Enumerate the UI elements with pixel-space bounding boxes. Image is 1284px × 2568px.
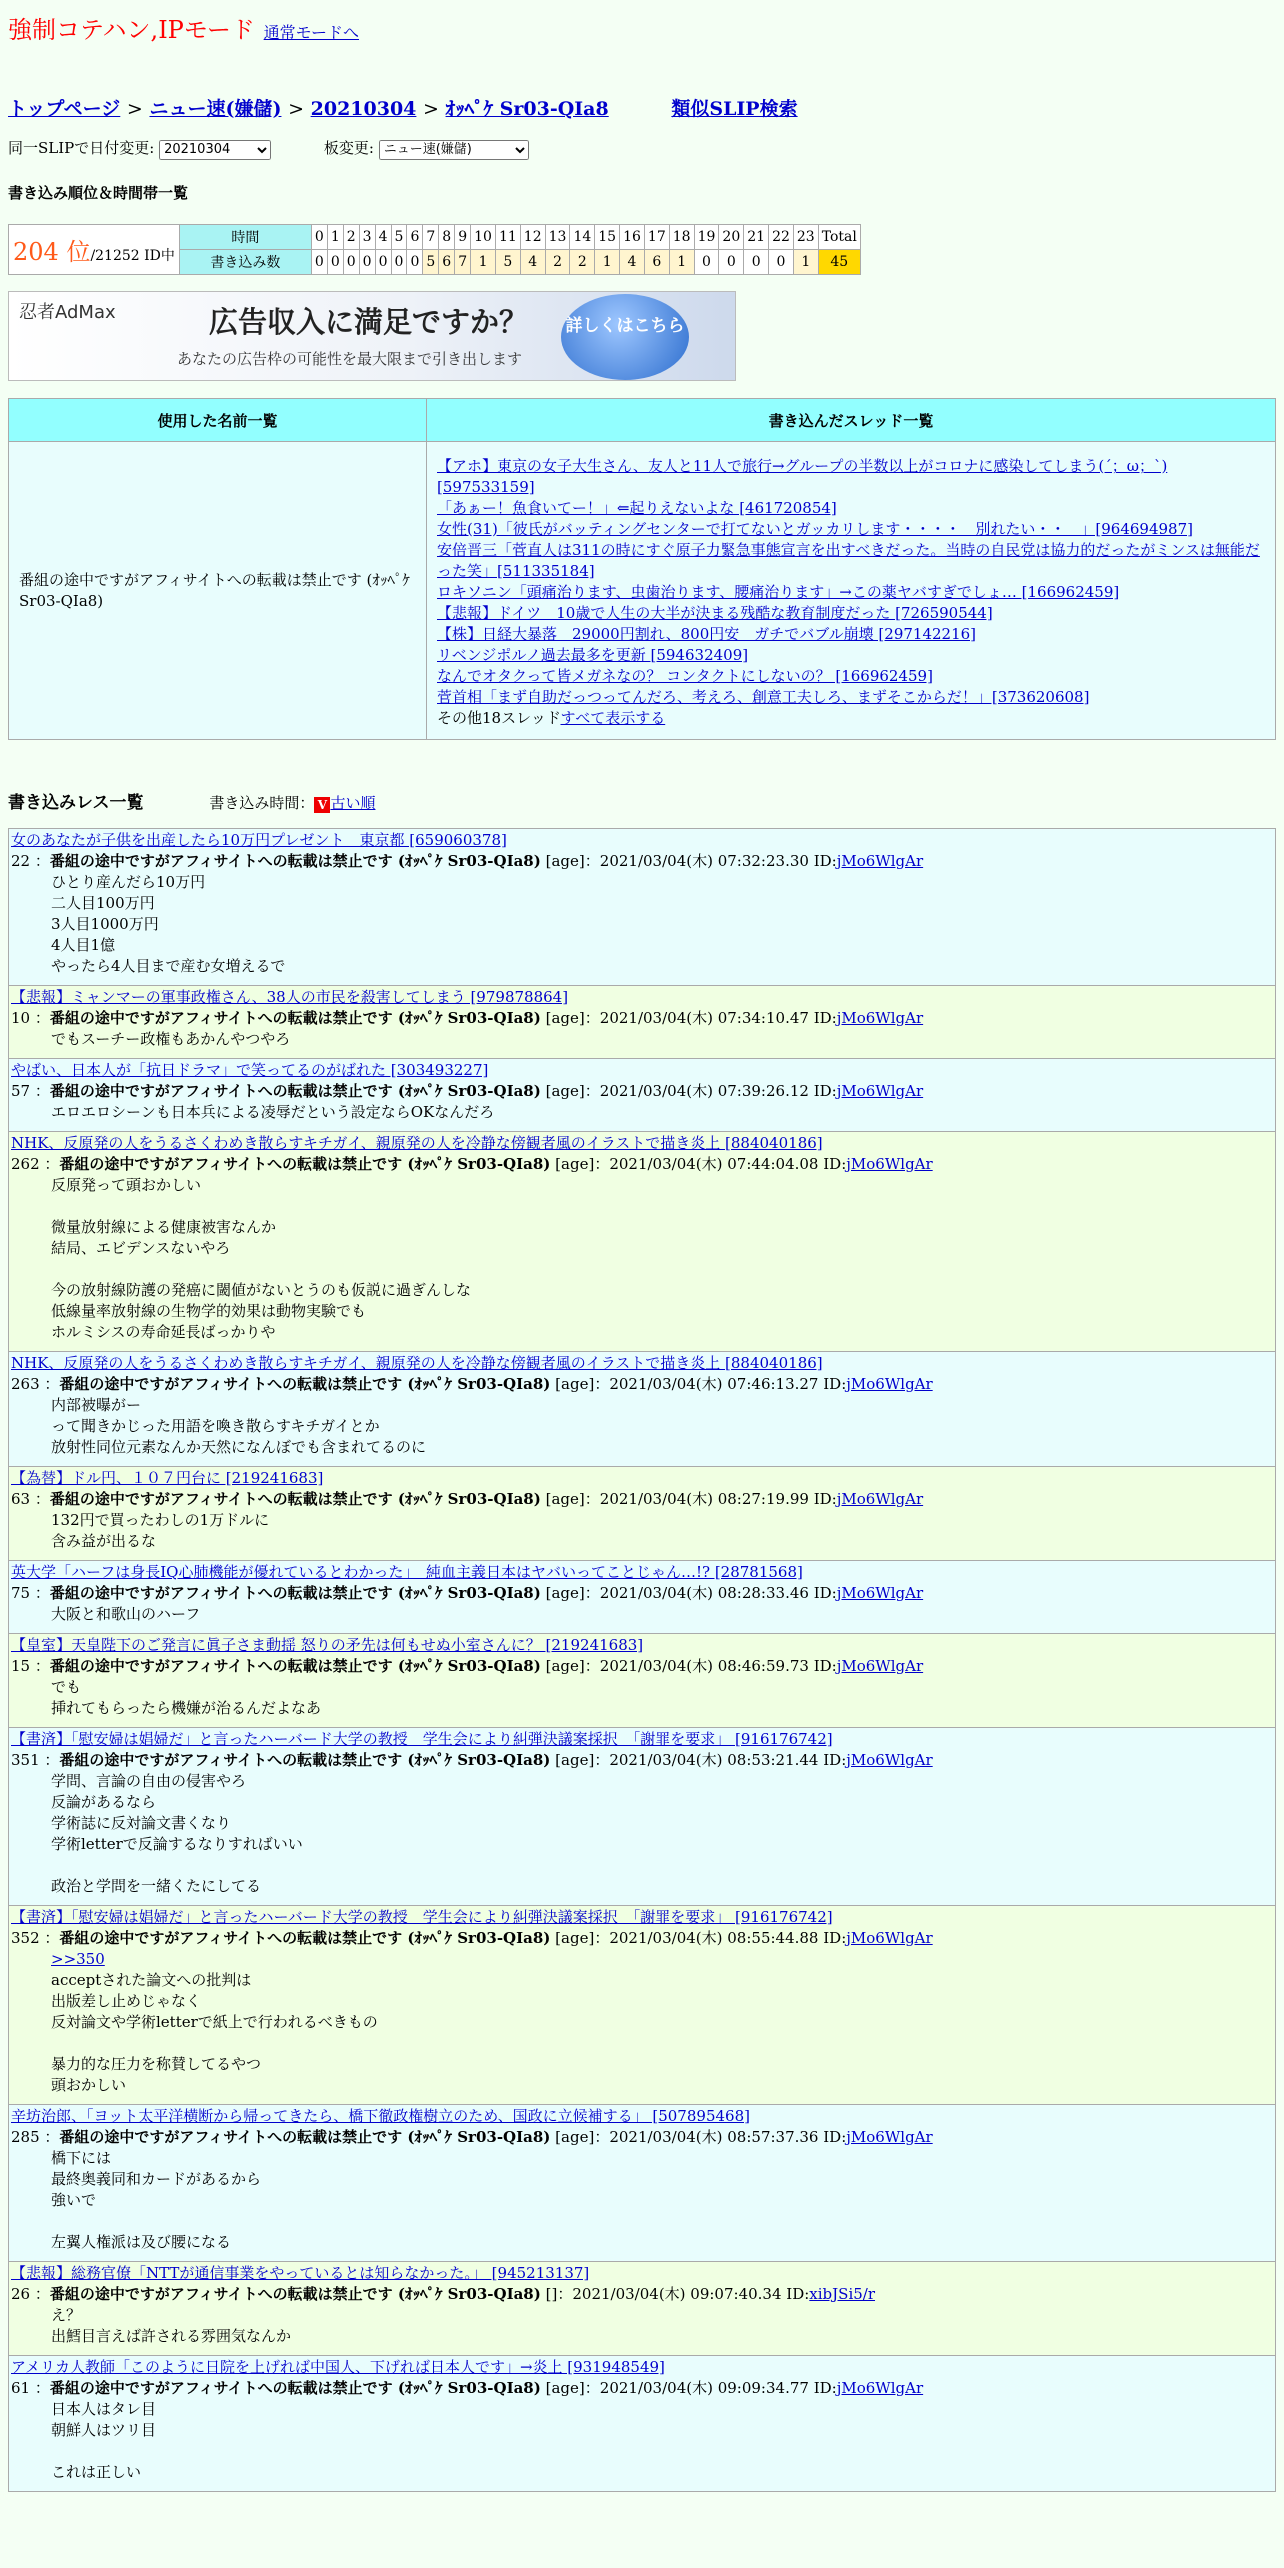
post-date: 2021/03/04(木) 08:57:37.36 (609, 2128, 819, 2146)
post-mail: [age] (545, 2379, 585, 2397)
post-mail: [age] (555, 2128, 595, 2146)
hour-cell: 10 (471, 225, 496, 250)
hour-count-cell: 0 (343, 250, 359, 275)
thread-link[interactable]: リベンジポルノ過去最多を更新 [594632409] (437, 646, 749, 664)
post-meta: 352 ：番組の途中ですがアフィサイトへの転載は禁止です (ｵｯﾍﾟｹ Sr03-QIa8) [age]：2021/03/04(木) 08:55:44.88 ID:jMo6WlgAr (11, 1929, 933, 1947)
post-thread (11, 1729, 1273, 1750)
names-column-header: 使用した名前一覧 (9, 399, 427, 442)
post-date: 2021/03/04(木) 09:09:34.77 (599, 2379, 809, 2397)
post-author: 番組の途中ですがアフィサイトへの転載は禁止です (ｵｯﾍﾟｹ Sr03-QIa8) (59, 1751, 551, 1769)
post-number: 26 (11, 2285, 31, 2303)
ad-subline: あなたの広告枠の可能性を最大限まで引き出します (177, 350, 523, 368)
sort-arrow-icon: V (314, 797, 330, 813)
total-count-cell: 45 (818, 250, 860, 275)
post-author: 番組の途中ですがアフィサイトへの転載は禁止です (ｵｯﾍﾟｹ Sr03-QIa8) (49, 1657, 541, 1675)
post-thread (11, 1133, 1273, 1154)
hour-cell: 8 (439, 225, 455, 250)
post-id-link[interactable]: jMo6WlgAr (836, 1009, 924, 1027)
thread-list-item (437, 540, 1265, 582)
post-id-link[interactable]: jMo6WlgAr (836, 852, 924, 870)
names-threads-table (8, 398, 1276, 740)
hour-cell: 19 (694, 225, 719, 250)
post-id-link[interactable]: jMo6WlgAr (836, 1082, 924, 1100)
hour-count-cell: 6 (644, 250, 669, 275)
post-author: 番組の途中ですがアフィサイトへの転載は禁止です (ｵｯﾍﾟｹ Sr03-QIa8) (59, 2128, 551, 2146)
post-thread (11, 2357, 1273, 2378)
thread-list-item (437, 603, 1265, 624)
hour-cell: 13 (545, 225, 570, 250)
thread-list-item (437, 624, 1265, 645)
thread-list-item (437, 645, 1265, 666)
post-id-link[interactable]: jMo6WlgAr (836, 1490, 924, 1508)
show-all-threads-link[interactable]: すべて表示する (560, 709, 666, 727)
post (8, 2356, 1276, 2492)
hour-count-cell: 0 (311, 250, 327, 275)
hour-count-cell: 0 (694, 250, 719, 275)
post-thread (11, 2263, 1273, 2284)
post-id-link[interactable]: jMo6WlgAr (836, 2379, 924, 2397)
post-id-link[interactable]: jMo6WlgAr (846, 2128, 933, 2146)
post-body: 日本人はタレ目 朝鮮人はツリ目 これは正しい (51, 2400, 157, 2481)
hour-count-cell: 5 (495, 250, 520, 275)
post-author: 番組の途中ですがアフィサイトへの転載は禁止です (ｵｯﾍﾟｹ Sr03-QIa8) (59, 1929, 551, 1947)
post-meta: 262 ：番組の途中ですがアフィサイトへの転載は禁止です (ｵｯﾍﾟｹ Sr03-QIa8) [age]：2021/03/04(木) 07:44:04.08 ID:jMo6WlgAr (11, 1155, 933, 1173)
sort-oldest-link[interactable]: 古い順 (330, 794, 376, 812)
hour-count-cell: 5 (423, 250, 439, 275)
post-id-link[interactable]: jMo6WlgAr (836, 1657, 924, 1675)
hour-cell: 7 (423, 225, 439, 250)
count-header: 書き込み数 (179, 250, 311, 275)
post-meta: 22 ：番組の途中ですがアフィサイトへの転載は禁止です (ｵｯﾍﾟｹ Sr03-QIa8) [age]：2021/03/04(木) 07:32:23.30 ID:jMo6WlgAr (11, 852, 924, 870)
hour-cell: 4 (375, 225, 391, 250)
post-number: 57 (11, 1082, 31, 1100)
hour-cell: 11 (495, 225, 520, 250)
post-number: 10 (11, 1009, 31, 1027)
post-body: え？ 出鱈目言えば許される雰囲気なんか (51, 2306, 292, 2345)
post-thread-link[interactable]: 女のあなたが子供を出産したら10万円プレゼント 東京都 [659060378] (11, 831, 507, 849)
post-meta: 351 ：番組の途中ですがアフィサイトへの転載は禁止です (ｵｯﾍﾟｹ Sr03-QIa8) [age]：2021/03/04(木) 08:53:21.44 ID:jMo6WlgAr (11, 1751, 933, 1769)
post-date: 2021/03/04(木) 08:55:44.88 (609, 1929, 819, 1947)
hour-cell: 1 (327, 225, 343, 250)
time-header: 時間 (179, 225, 311, 250)
thread-link[interactable]: 【悲報】ドイツ 10歳で人生の大半が決まる残酷な教育制度だった [726590544] (437, 604, 993, 622)
post-author: 番組の途中ですがアフィサイトへの転載は禁止です (ｵｯﾍﾟｹ Sr03-QIa8) (49, 2379, 541, 2397)
post-thread (11, 1635, 1273, 1656)
post (8, 1352, 1276, 1467)
post-thread-link[interactable]: 辛坊治郎、「ヨット太平洋横断から帰ってきたら、橋下徹政権樹立のため、国政に立候補する」 [507895468] (11, 2107, 750, 2125)
post-mail: [age] (545, 1009, 585, 1027)
date-change-label: 同一SLIPで日付変更: (8, 139, 155, 157)
post (8, 1728, 1276, 1906)
ad-banner[interactable] (8, 291, 736, 381)
hour-cell: 23 (793, 225, 818, 250)
post (8, 1561, 1276, 1634)
post-thread (11, 2106, 1273, 2127)
thread-link[interactable]: 安倍晋三「菅直人は311の時にすぐ原子力緊急事態宣言を出すべきだった。当時の自民党は協力的だったがミンスは無能だった笑」[511335184] (437, 541, 1260, 580)
post-date: 2021/03/04(木) 09:07:40.34 (572, 2285, 782, 2303)
hour-count-cell: 0 (744, 250, 769, 275)
post-body: 橋下には 最終奥義同和カードがあるから 強いで 左翼人権派は及び腰になる (51, 2149, 262, 2251)
hour-count-cell: 1 (793, 250, 818, 275)
post-thread (11, 1060, 1273, 1081)
post-body: エロエロシーンも日本兵による凌辱だという設定ならOKなんだろ (51, 1103, 495, 1121)
hour-cell: 12 (520, 225, 545, 250)
normal-mode-link[interactable]: 通常モードへ (263, 23, 360, 42)
ranking-section-title: 書き込み順位＆時間帯一覧 (8, 184, 189, 202)
ad-details-button[interactable] (561, 294, 689, 380)
post-thread-link[interactable]: NHK、反原発の人をうるさくわめき散らすキチガイ、親原発の人を冷静な傍観者風のイラストで描き炎上 [884040186] (11, 1354, 823, 1372)
post-mail: [age] (555, 1375, 595, 1393)
post (8, 986, 1276, 1059)
threads-column-header: 書き込んだスレッド一覧 (427, 399, 1276, 442)
post-id-link[interactable]: xibJSi5/r (809, 2285, 876, 2303)
post-number: 352 (11, 1929, 40, 1947)
thread-list-item (437, 519, 1265, 540)
hour-cell: 0 (311, 225, 327, 250)
hour-count-cell: 0 (391, 250, 407, 275)
post-number: 263 (11, 1375, 40, 1393)
post-mail: [age] (545, 852, 585, 870)
breadcrumb-top[interactable]: トップページ (8, 98, 121, 120)
post-number: 351 (11, 1751, 40, 1769)
breadcrumb-separator: > (126, 98, 143, 120)
hour-cell: 16 (620, 225, 645, 250)
post-mail: [age] (555, 1751, 595, 1769)
breadcrumb-date[interactable]: 20210304 (310, 98, 417, 120)
post-body: 反原発って頭おかしい 微量放射線による健康被害なんか 結局、エビデンスないやろ 今の放射線防護の発癌に閾値がないとうのも仮説に過ぎんしな 低線量率放射線の生物学的効果は動物実験でも ホルミシスの寿命延長ばっかりや (51, 1176, 472, 1341)
posts-list (8, 828, 1276, 2492)
post-author: 番組の途中ですがアフィサイトへの転載は禁止です (ｵｯﾍﾟｹ Sr03-QIa8) (49, 1082, 541, 1100)
post-meta: 61 ：番組の途中ですがアフィサイトへの転載は禁止です (ｵｯﾍﾟｹ Sr03-QIa8) [age]：2021/03/04(木) 09:09:34.77 ID:jMo6WlgAr (11, 2379, 924, 2397)
more-threads-text: その他18スレッド (437, 709, 561, 727)
post-date: 2021/03/04(木) 07:46:13.27 (609, 1375, 819, 1393)
hour-cell: 5 (391, 225, 407, 250)
post-meta: 75 ：番組の途中ですがアフィサイトへの転載は禁止です (ｵｯﾍﾟｹ Sr03-QIa8) [age]：2021/03/04(木) 08:28:33.46 ID:jMo6WlgAr (11, 1584, 924, 1602)
post-mail: [age] (545, 1082, 585, 1100)
rank-cell (9, 225, 180, 275)
post-body: 学問、言論の自由の侵害やろ 反論があるなら 学術誌に反対論文書くなり 学術letterで反論するなりすればいい 政治と学問を一緒くたにしてる (51, 1772, 303, 1895)
post-author: 番組の途中ですがアフィサイトへの転載は禁止です (ｵｯﾍﾟｹ Sr03-QIa8) (59, 1155, 551, 1173)
post-author: 番組の途中ですがアフィサイトへの転載は禁止です (ｵｯﾍﾟｹ Sr03-QIa8) (49, 2285, 541, 2303)
post-author: 番組の途中ですがアフィサイトへの転載は禁止です (ｵｯﾍﾟｹ Sr03-QIa8) (49, 852, 541, 870)
post-mail: [age] (555, 1929, 595, 1947)
breadcrumb-slip[interactable]: ｵｯﾍﾟｹ Sr03-QIa8 (445, 98, 609, 120)
thread-link[interactable]: なんでオタクって皆メガネなの？ コンタクトにしないの？ [166962459] (437, 667, 933, 685)
post-mail: [age] (545, 1490, 585, 1508)
post-id-link[interactable]: jMo6WlgAr (846, 1751, 933, 1769)
post-thread (11, 1907, 1273, 1928)
post-thread (11, 1353, 1273, 1374)
post-thread (11, 1562, 1273, 1583)
post-author: 番組の途中ですがアフィサイトへの転載は禁止です (ｵｯﾍﾟｹ Sr03-QIa8) (49, 1584, 541, 1602)
hour-cell: 18 (669, 225, 694, 250)
post-meta: 285 ：番組の途中ですがアフィサイトへの転載は禁止です (ｵｯﾍﾟｹ Sr03-QIa8) [age]：2021/03/04(木) 08:57:37.36 ID:jMo6WlgAr (11, 2128, 933, 2146)
post-number: 61 (11, 2379, 31, 2397)
hour-cell: 9 (455, 225, 471, 250)
hour-cell: 2 (343, 225, 359, 250)
post-thread-link[interactable]: 英大学「ハーフは身長IQ心肺機能が優れているとわかった」 純血主義日本はヤバいってことじゃん…!? [28781568] (11, 1563, 803, 1581)
post-body: acceptされた論文への批判は 出版差し止めじゃなく 反対論文や学術letterで紙上で行われるべきもの 暴力的な圧力を称賛してるやつ 頭おかしい (51, 1971, 378, 2094)
thread-list-cell (427, 442, 1276, 740)
post (8, 1634, 1276, 1728)
post-mail: [age] (545, 1584, 585, 1602)
thread-link[interactable]: 【アホ】東京の女子大生さん、友人と11人で旅行→グループの半数以上がコロナに感染してしまう(´；ω；`) [597533159] (437, 457, 1168, 496)
post-date: 2021/03/04(木) 07:32:23.30 (599, 852, 809, 870)
post-id-link[interactable]: jMo6WlgAr (846, 1155, 933, 1173)
post-number: 63 (11, 1490, 31, 1508)
hour-cell: 6 (407, 225, 423, 250)
post-time-label: 書き込み時間： (209, 794, 315, 812)
post-date: 2021/03/04(木) 08:27:19.99 (599, 1490, 809, 1508)
post-meta: 15 ：番組の途中ですがアフィサイトへの転載は禁止です (ｵｯﾍﾟｹ Sr03-QIa8) [age]：2021/03/04(木) 08:46:59.73 ID:jMo6WlgAr (11, 1657, 924, 1675)
thread-list (437, 456, 1265, 708)
post-number: 15 (11, 1657, 31, 1675)
board-select[interactable] (379, 140, 529, 160)
post-body: ひとり産んだら10万円 二人目100万円 3人目1000万円 4人目1億 やったら4人目まで産む女増えるで (51, 873, 286, 975)
hour-count-cell: 2 (545, 250, 570, 275)
post-id-link[interactable]: jMo6WlgAr (846, 1375, 933, 1393)
post-body: 大阪と和歌山のハーフ (51, 1605, 201, 1623)
post-body: でも 挿れてもらったら機嫌が治るんだよなあ (51, 1678, 322, 1717)
post-thread-link[interactable]: アメリカ人教師「このように日院を上げれば中国人、下げれば日本人です」→炎上 [931948549] (11, 2358, 665, 2376)
thread-link[interactable]: 菅首相「まず自助だっつってんだろ、考えろ、創意工夫しろ、まずそこからだ！」[373620608] (437, 688, 1090, 706)
hour-row (9, 225, 861, 250)
breadcrumb-separator: > (423, 98, 439, 120)
post-thread-link[interactable]: NHK、反原発の人をうるさくわめき散らすキチガイ、親原発の人を冷静な傍観者風のイラストで描き炎上 [884040186] (11, 1134, 823, 1152)
post-mail: [age] (545, 1657, 585, 1675)
post (8, 1132, 1276, 1352)
post (8, 2262, 1276, 2356)
hour-cell: 17 (644, 225, 669, 250)
post-meta: 263 ：番組の途中ですがアフィサイトへの転載は禁止です (ｵｯﾍﾟｹ Sr03-QIa8) [age]：2021/03/04(木) 07:46:13.27 ID:jMo6WlgAr (11, 1375, 933, 1393)
rank-position: 204 位 (13, 238, 91, 266)
hour-count-cell: 4 (620, 250, 645, 275)
hour-count-cell: 1 (595, 250, 620, 275)
selector-bar (8, 137, 529, 160)
hour-cell: 15 (595, 225, 620, 250)
thread-link[interactable]: 「あぁー！魚食いてー！」⇐起りえないよな [461720854] (437, 499, 837, 517)
hour-count-cell: 7 (455, 250, 471, 275)
post (8, 1059, 1276, 1132)
thread-list-item (437, 456, 1265, 498)
ad-logo: 忍者AdMax (19, 302, 116, 323)
post-thread-link[interactable]: 【書済】「慰安婦は娼婦だ」と言ったハーバード大学の教授 学生会により糾弾決議案採択 「謝罪を要求」 [916176742] (11, 1730, 833, 1748)
similar-slip-search-link[interactable]: 類似SLIP検索 (671, 98, 798, 120)
post-thread-link[interactable]: 【悲報】ミャンマーの軍事政権さん、38人の市民を殺害してしまう [979878864] (11, 988, 569, 1006)
board-change-label: 板変更: (323, 139, 374, 157)
post-author: 番組の途中ですがアフィサイトへの転載は禁止です (ｵｯﾍﾟｹ Sr03-QIa8) (59, 1375, 551, 1393)
post (8, 2105, 1276, 2262)
thread-list-item (437, 687, 1265, 708)
total-header: Total (818, 225, 860, 250)
date-select[interactable] (159, 140, 271, 160)
breadcrumb-separator: > (288, 98, 304, 120)
post-reply (11, 1949, 1273, 1970)
posts-section-title: 書き込みレス一覧 (8, 793, 144, 813)
hour-count-cell: 6 (439, 250, 455, 275)
hour-count-cell: 0 (407, 250, 423, 275)
post-date: 2021/03/04(木) 07:34:10.47 (599, 1009, 809, 1027)
thread-list-item (437, 498, 1265, 519)
hour-count-cell: 0 (327, 250, 343, 275)
post-number: 75 (11, 1584, 31, 1602)
posts-header (8, 788, 375, 813)
post-number: 285 (11, 2128, 40, 2146)
hour-cell: 20 (719, 225, 744, 250)
post (8, 1467, 1276, 1561)
thread-link[interactable]: 【株】日経大暴落 29000円割れ、800円安 ガチでバブル崩壊 [297142216] (437, 625, 977, 643)
thread-list-item (437, 666, 1265, 687)
hour-cell: 3 (359, 225, 375, 250)
more-threads (437, 708, 1265, 729)
post (8, 1906, 1276, 2105)
post-thread (11, 830, 1273, 851)
post-id-link[interactable]: jMo6WlgAr (846, 1929, 933, 1947)
post-body: でもスーチー政権もあかんやつやろ (51, 1030, 291, 1048)
ad-headline: 広告収入に満足ですか？ (209, 305, 529, 339)
breadcrumb-board[interactable]: ニュー速(嫌儲) (149, 98, 282, 120)
hour-count-cell: 1 (669, 250, 694, 275)
post-date: 2021/03/04(木) 07:39:26.12 (599, 1082, 809, 1100)
hour-count-cell: 2 (570, 250, 595, 275)
post-date: 2021/03/04(木) 08:28:33.46 (599, 1584, 809, 1602)
post-author: 番組の途中ですがアフィサイトへの転載は禁止です (ｵｯﾍﾟｹ Sr03-QIa8) (49, 1009, 541, 1027)
mode-title: 強制コテハン,IPモード (8, 16, 255, 44)
post-date: 2021/03/04(木) 08:46:59.73 (599, 1657, 809, 1675)
post-mail: [age] (555, 1155, 595, 1173)
thread-link[interactable]: 女性(31)「彼氏がバッティングセンターで打てないとガッカリします・・・・ 別れたい・・ 」[964694987] (437, 520, 1193, 538)
used-name: 番組の途中ですがアフィサイトへの転載は禁止です (ｵｯﾍﾟｹ Sr03-QIa8) (9, 442, 427, 740)
post-thread-link[interactable]: 【書済】「慰安婦は娼婦だ」と言ったハーバード大学の教授 学生会により糾弾決議案採択 「謝罪を要求」 [916176742] (11, 1908, 833, 1926)
post-body: 132円で買ったわしの1万ドルに 含み益が出るな (51, 1511, 270, 1550)
hour-cell: 21 (744, 225, 769, 250)
ranking-panel (8, 224, 861, 275)
post-meta: 26 ：番組の途中ですがアフィサイトへの転載は禁止です (ｵｯﾍﾟｹ Sr03-QIa8) []：2021/03/04(木) 09:07:40.34 ID:xibJSi5/r (11, 2285, 876, 2303)
thread-list-item (437, 582, 1265, 603)
post-meta: 57 ：番組の途中ですがアフィサイトへの転載は禁止です (ｵｯﾍﾟｹ Sr03-QIa8) [age]：2021/03/04(木) 07:39:26.12 ID:jMo6WlgAr (11, 1082, 924, 1100)
post-meta: 63 ：番組の途中ですがアフィサイトへの転載は禁止です (ｵｯﾍﾟｹ Sr03-QIa8) [age]：2021/03/04(木) 08:27:19.99 ID:jMo6WlgAr (11, 1490, 924, 1508)
hour-count-cell: 0 (719, 250, 744, 275)
hour-cell: 14 (570, 225, 595, 250)
post (8, 828, 1276, 986)
mode-banner (8, 10, 359, 45)
post-date: 2021/03/04(木) 07:44:04.08 (609, 1155, 819, 1173)
post-thread-link[interactable]: 【悲報】総務官僚「NTTが通信事業をやっているとは知らなかった。」 [945213137] (11, 2264, 590, 2282)
post-mail: [] (545, 2285, 558, 2303)
post-meta: 10 ：番組の途中ですがアフィサイトへの転載は禁止です (ｵｯﾍﾟｹ Sr03-QIa8) [age]：2021/03/04(木) 07:34:10.47 ID:jMo6WlgAr (11, 1009, 924, 1027)
hour-count-cell: 1 (471, 250, 496, 275)
post-date: 2021/03/04(木) 08:53:21.44 (609, 1751, 819, 1769)
post-thread (11, 987, 1273, 1008)
post-thread (11, 1468, 1273, 1489)
post-id-link[interactable]: jMo6WlgAr (836, 1584, 924, 1602)
post-thread-link[interactable]: 【為替】ドル円、１０７円台に [219241683] (11, 1469, 324, 1487)
post-thread-link[interactable]: やばい、日本人が「抗日ドラマ」で笑ってるのがばれた [303493227] (11, 1061, 489, 1079)
thread-link[interactable]: ロキソニン「頭痛治ります、虫歯治ります、腰痛治ります」→この薬ヤバすぎでしょ… [166962459] (437, 583, 1120, 601)
hour-cell: 22 (769, 225, 794, 250)
post-author: 番組の途中ですがアフィサイトへの転載は禁止です (ｵｯﾍﾟｹ Sr03-QIa8) (49, 1490, 541, 1508)
ad-button-label: 詳しくはこちら (565, 316, 685, 336)
post-thread-link[interactable]: 【皇室】天皇陛下のご発言に眞子さま動揺 怒りの矛先は何もせぬ小室さんに？ [219241683] (11, 1636, 644, 1654)
hour-count-cell: 0 (359, 250, 375, 275)
rank-total: /21252 ID中 (90, 248, 175, 264)
reply-anchor-link[interactable]: >>350 (51, 1950, 105, 1968)
post-number: 262 (11, 1155, 40, 1173)
hour-count-cell: 4 (520, 250, 545, 275)
ranking-table (8, 224, 861, 275)
breadcrumb (8, 94, 798, 121)
post-body: 内部被曝がー って聞きかじった用語を喚き散らすキチガイとか 放射性同位元素なんか天然になんぼでも含まれてるのに (51, 1396, 427, 1456)
post-number: 22 (11, 852, 31, 870)
hour-count-cell: 0 (769, 250, 794, 275)
hour-count-cell: 0 (375, 250, 391, 275)
